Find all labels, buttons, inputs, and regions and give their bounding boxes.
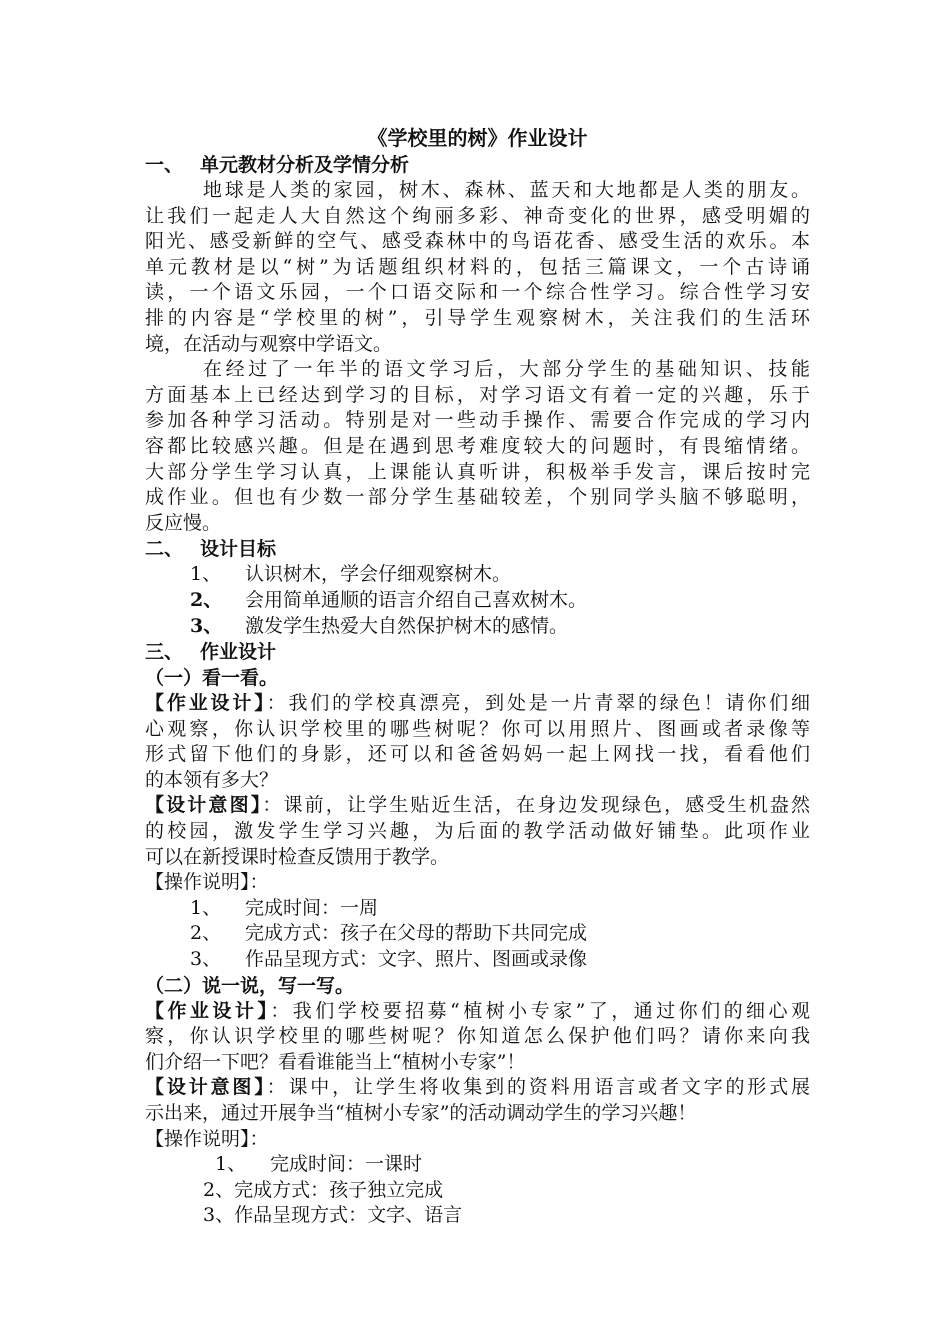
text-line bbox=[145, 691, 810, 717]
section-title: 单元教材分析及学情分析 bbox=[200, 154, 410, 176]
section-title: 作业设计 bbox=[200, 641, 277, 664]
document-title: 《学校里的树》作业设计 bbox=[367, 126, 588, 150]
goal-text: 认识树木，学会仔细观察树木。 bbox=[245, 563, 512, 586]
design-intent-block bbox=[145, 1075, 810, 1126]
operation-text: 完成时间：一课时 bbox=[270, 1153, 423, 1176]
text-line: 让我们一起走人大自然这个绚丽多彩、神奇变化的世界，感受明媚的 bbox=[145, 204, 810, 227]
operation-item bbox=[145, 921, 810, 947]
operation-text: 完成时间：一周 bbox=[245, 896, 379, 919]
text-line: 反应慢。 bbox=[145, 511, 222, 534]
text-line: 示出来，通过开展争当“植树小专家”的活动调动学生的学习兴趣！ bbox=[145, 1102, 697, 1124]
text-line: 境，在活动与观察中学语文。 bbox=[145, 332, 393, 355]
design-text: ：我们的学校真漂亮，到处是一片青翠的绿色！请你们细 bbox=[266, 692, 810, 715]
section-number: 一、 bbox=[145, 154, 184, 176]
section-heading-analysis bbox=[145, 152, 810, 178]
text-line bbox=[145, 1075, 810, 1101]
subsection-heading-look: （一）看一看。 bbox=[145, 667, 279, 690]
subsection-heading-speak-write: （二）说一说，写一写。 bbox=[145, 974, 355, 997]
text-line: 参加各种学习活动。特别是对一些动手操作、需要合作完成的学习内 bbox=[145, 409, 810, 432]
text-line: 的本领有多大？ bbox=[145, 768, 279, 791]
goal-item bbox=[145, 588, 810, 614]
text-line bbox=[145, 793, 810, 819]
intent-label: 【设计意图】 bbox=[145, 794, 263, 817]
goal-number: 2、 bbox=[190, 588, 223, 611]
operation-item bbox=[145, 1152, 810, 1178]
operation-text: 完成方式：孩子在父母的帮助下共同完成 bbox=[245, 922, 588, 945]
text-line: 单元教材是以“树”为话题组织材料的，包括三篇课文，一个古诗诵 bbox=[145, 255, 810, 278]
operation-item bbox=[145, 896, 810, 922]
goal-number: 3、 bbox=[190, 614, 223, 637]
operation-label: 【操作说明】： bbox=[145, 871, 269, 894]
text-line: 心观察，你认识学校里的哪些树呢？你可以用照片、图画或者录像等 bbox=[145, 717, 810, 740]
text-line: 形式留下他们的身影，还可以和爸爸妈妈一起上网找一找，看看他们 bbox=[145, 743, 810, 766]
goal-number: 1、 bbox=[190, 563, 222, 586]
assignment-design-block bbox=[145, 691, 810, 793]
design-label: 【作业设计】 bbox=[145, 692, 267, 715]
text-line: 阳光、感受新鲜的空气、感受森林中的鸟语花香、感受生活的欢乐。本 bbox=[145, 230, 810, 253]
intent-label: 【设计意图】 bbox=[145, 1076, 267, 1099]
operation-number: 2、 bbox=[190, 922, 222, 945]
design-label: 【作业设计】 bbox=[145, 999, 271, 1022]
operation-number: 1、 bbox=[215, 1153, 247, 1176]
intent-text: ：课前，让学生贴近生活，在身边发现绿色，感受生机盎然 bbox=[262, 794, 810, 817]
text-line: 地球是人类的家园，树木、森林、蓝天和大地都是人类的朋友。 bbox=[203, 179, 810, 201]
text-line: 察，你认识学校里的哪些树呢？你知道怎么保护他们吗？请你来向我 bbox=[145, 1025, 810, 1048]
goal-text: 激发学生热爱大自然保护树木的感情。 bbox=[245, 614, 569, 637]
operation-item: 2、完成方式：孩子独立完成 bbox=[203, 1178, 444, 1201]
text-line: 大部分学生学习认真，上课能认真听讲，积极举手发言，课后按时完 bbox=[145, 460, 810, 483]
text-line: 在经过了一年半的语文学习后，大部分学生的基础知识、技能 bbox=[203, 358, 810, 381]
operation-number: 1、 bbox=[190, 896, 222, 919]
text-line bbox=[145, 999, 810, 1025]
goal-text: 会用简单通顺的语言介绍自己喜欢树木。 bbox=[245, 588, 588, 611]
operation-item: 3、作品呈现方式：文字、语言 bbox=[203, 1204, 463, 1227]
text-line: 读，一个语文乐园，一个口语交际和一个综合性学习。综合性学习安 bbox=[145, 281, 810, 304]
assignment-design-block bbox=[145, 999, 810, 1076]
text-line: 可以在新授课时检查反馈用于教学。 bbox=[145, 845, 450, 868]
intent-text: ：课中，让学生将收集到的资料用语言或者文字的形式展 bbox=[266, 1076, 810, 1099]
section-number: 三、 bbox=[145, 641, 184, 664]
text-line: 成作业。但也有少数一部分学生基础较差，个别同学头脑不够聪明， bbox=[145, 486, 810, 509]
operation-item bbox=[145, 947, 810, 973]
section-heading-assignment bbox=[145, 639, 810, 665]
operation-number: 3、 bbox=[190, 948, 222, 971]
text-line: 排的内容是“学校里的树”，引导学生观察树木，关注我们的生活环 bbox=[145, 306, 810, 329]
text-line: 容都比较感兴趣。但是在遇到思考难度较大的问题时，有畏缩情绪。 bbox=[145, 434, 810, 457]
design-text: ：我们学校要招募“植树小专家”了，通过你们的细心观 bbox=[270, 999, 810, 1022]
section-number: 二、 bbox=[145, 538, 184, 561]
document-page bbox=[145, 120, 810, 1229]
section-heading-goals bbox=[145, 536, 810, 562]
operation-text: 作品呈现方式：文字、照片、图画或录像 bbox=[245, 948, 588, 971]
paragraph-students bbox=[145, 357, 810, 536]
operation-label: 【操作说明】： bbox=[145, 1127, 269, 1150]
section-title: 设计目标 bbox=[200, 538, 277, 561]
paragraph-earth bbox=[145, 178, 810, 357]
text-line: 方面基本上已经达到学习的目标，对学习语文有着一定的兴趣，乐于 bbox=[145, 383, 810, 406]
goal-item bbox=[145, 562, 810, 588]
goal-item bbox=[145, 614, 810, 640]
text-line: 的校园，激发学生学习兴趣，为后面的教学活动做好铺垫。此项作业 bbox=[145, 820, 810, 843]
design-intent-block bbox=[145, 793, 810, 870]
text-line: 们介绍一下吧？看看谁能当上“植树小专家”！ bbox=[145, 1050, 526, 1073]
